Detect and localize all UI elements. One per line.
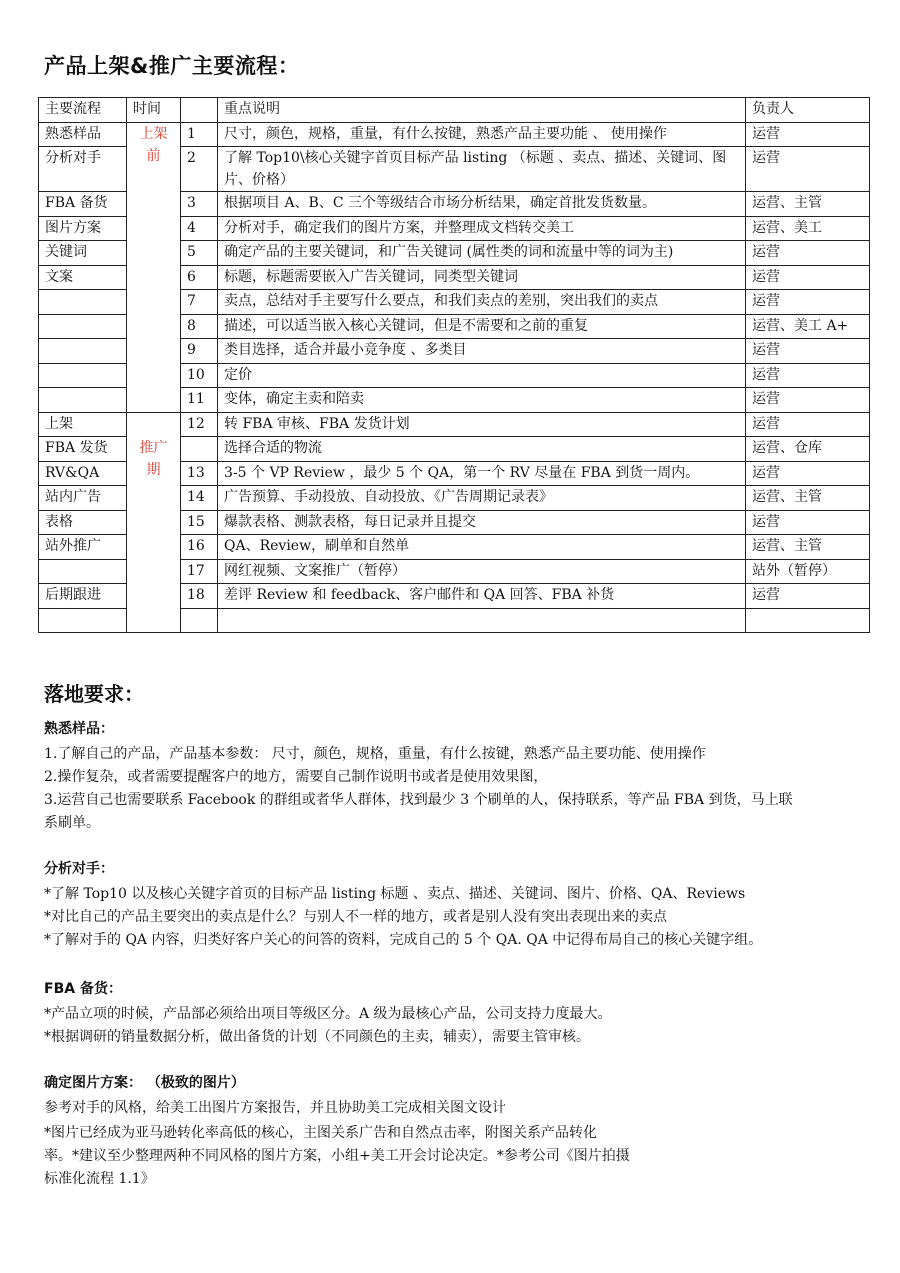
cell-owner: 站外（暂停） [746, 559, 870, 584]
phase-label-text: 上架前 [139, 125, 168, 164]
cell-owner: 运营 [746, 461, 870, 486]
section-competitors [44, 858, 864, 952]
section-title: 确定图片方案： （极致的图片） [44, 1075, 245, 1091]
section-line: 2.操作复杂，或者需要提醒客户的地方，需要自己制作说明书或者是使用效果图， [44, 769, 548, 785]
section-line: 系刷单。 [44, 815, 100, 831]
cell-owner: 运营、主管 [746, 535, 870, 560]
cell-flow [39, 290, 127, 315]
header-owner: 负责人 [746, 98, 870, 123]
cell-num: 1 [181, 122, 218, 147]
cell-num: 9 [181, 339, 218, 364]
cell-flow [39, 339, 127, 364]
cell-desc: 分析对手，确定我们的图片方案，并整理成文档转交美工 [218, 216, 746, 241]
cell-desc: 3-5 个 VP Review ，最少 5 个 QA，第一个 RV 尽量在 FBA 到货一周内。 [218, 461, 746, 486]
cell-flow: 关键词 [39, 241, 127, 266]
cell-owner: 运营 [746, 510, 870, 535]
section-line: 3.运营自己也需要联系 Facebook 的群组或者华人群体，找到最少 3 个刷单的人，保持联系，等产品 FBA 到货，马上联 [44, 792, 793, 808]
cell-flow: 站外推广 [39, 535, 127, 560]
cell-flow [39, 363, 127, 388]
cell-flow: 表格 [39, 510, 127, 535]
section-title: FBA 备货： [44, 981, 122, 997]
cell-flow: FBA 备货 [39, 192, 127, 217]
cell-flow: 分析对手 [39, 147, 127, 192]
cell-flow: RV&QA [39, 461, 127, 486]
cell-owner: 运营 [746, 147, 870, 192]
requirements-title: 落地要求： [44, 682, 144, 706]
cell-num: 17 [181, 559, 218, 584]
cell-owner: 运营 [746, 388, 870, 413]
cell-num: 5 [181, 241, 218, 266]
cell-desc: 变体，确定主卖和陪卖 [218, 388, 746, 413]
cell-owner: 运营 [746, 265, 870, 290]
phase-label-prelaunch [127, 122, 181, 412]
cell-desc: QA、Review，刷单和自然单 [218, 535, 746, 560]
section-images [44, 1072, 864, 1191]
section-line: *根据调研的销量数据分析，做出备货的计划（不同颜色的主卖，辅卖），需要主管审核。 [44, 1029, 590, 1045]
cell-time [127, 412, 181, 437]
cell-desc: 标题，标题需要嵌入广告关键词，同类型关键词 [218, 265, 746, 290]
process-table-body [39, 98, 870, 633]
section-line: *图片已经成为亚马逊转化率高低的核心，主图关系广告和自然点击率，附图关系产品转化 [44, 1125, 597, 1141]
cell-num: 18 [181, 584, 218, 609]
cell-num: 8 [181, 314, 218, 339]
table-row [39, 122, 870, 147]
section-line: *对比自己的产品主要突出的卖点是什么？与别人不一样的地方，或者是别人没有突出表现出来的卖点 [44, 909, 667, 925]
cell-owner: 运营 [746, 290, 870, 315]
section-samples [44, 718, 864, 835]
cell-desc: 差评 Review 和 feedback、客户邮件和 QA 回答、FBA 补货 [218, 584, 746, 609]
section-line: 参考对手的风格，给美工出图片方案报告，并且协助美工完成相关图文设计 [44, 1100, 506, 1116]
cell-desc: 爆款表格、测款表格，每日记录并且提交 [218, 510, 746, 535]
cell-owner: 运营 [746, 363, 870, 388]
section-line: 标准化流程 1.1》 [44, 1171, 155, 1187]
cell-desc: 网红视频、文案推广（暂停） [218, 559, 746, 584]
cell-desc: 尺寸，颜色，规格，重量，有什么按键，熟悉产品主要功能 、 使用操作 [218, 122, 746, 147]
cell-num: 16 [181, 535, 218, 560]
cell-desc: 类目选择，适合并最小竞争度 、多类目 [218, 339, 746, 364]
header-time: 时间 [127, 98, 181, 123]
cell-owner: 运营 [746, 339, 870, 364]
cell-desc: 转 FBA 审核、FBA 发货计划 [218, 412, 746, 437]
cell-owner [746, 608, 870, 633]
cell-flow: FBA 发货 [39, 437, 127, 462]
section-line: 率。*建议至少整理两种不同风格的图片方案，小组+美工开会讨论决定。*参考公司《图片拍摄 [44, 1148, 630, 1164]
cell-owner: 运营、美工 A+ [746, 314, 870, 339]
cell-flow [39, 388, 127, 413]
cell-flow: 文案 [39, 265, 127, 290]
section-line: *了解 Top10 以及核心关键字首页的目标产品 listing 标题 、卖点、描述、关键词、图片、价格、QA、Reviews [44, 886, 746, 902]
section-title: 分析对手： [44, 861, 114, 877]
cell-num: 15 [181, 510, 218, 535]
cell-num: 6 [181, 265, 218, 290]
section-fba-stock [44, 978, 864, 1049]
cell-desc: 定价 [218, 363, 746, 388]
cell-owner: 运营 [746, 241, 870, 266]
cell-flow: 图片方案 [39, 216, 127, 241]
cell-num: 13 [181, 461, 218, 486]
cell-owner: 运营 [746, 412, 870, 437]
cell-num [181, 437, 218, 462]
page-title: 产品上架&推广主要流程： [44, 54, 300, 78]
cell-owner: 运营、主管 [746, 486, 870, 511]
cell-flow: 熟悉样品 [39, 122, 127, 147]
cell-desc: 了解 Top10\核心关键字首页目标产品 listing （标题 、卖点、描述、关键词、图片、价格） [218, 147, 746, 192]
section-line: *产品立项的时候，产品部必须给出项目等级区分。A 级为最核心产品，公司支持力度最大。 [44, 1006, 612, 1022]
cell-flow [39, 559, 127, 584]
table-row [39, 437, 870, 462]
phase-label-promotion [127, 437, 181, 633]
table-header-row [39, 98, 870, 123]
cell-owner: 运营、主管 [746, 192, 870, 217]
cell-num: 3 [181, 192, 218, 217]
cell-num: 2 [181, 147, 218, 192]
cell-owner: 运营、仓库 [746, 437, 870, 462]
cell-num: 10 [181, 363, 218, 388]
header-desc: 重点说明 [218, 98, 746, 123]
header-num [181, 98, 218, 123]
section-line: 1.了解自己的产品，产品基本参数： 尺寸，颜色，规格，重量，有什么按键，熟悉产品主要功能、使用操作 [44, 746, 706, 762]
cell-desc [218, 608, 746, 633]
header-flow: 主要流程 [39, 98, 127, 123]
cell-flow: 后期跟进 [39, 584, 127, 609]
cell-num: 4 [181, 216, 218, 241]
cell-flow [39, 608, 127, 633]
phase-label-text: 推广期 [139, 439, 168, 478]
cell-owner: 运营 [746, 584, 870, 609]
section-line: *了解对手的 QA 内容，归类好客户关心的问答的资料，完成自己的 5 个 QA. QA 中记得布局自己的核心关键字组。 [44, 932, 763, 948]
process-table [38, 97, 870, 633]
cell-owner: 运营、美工 [746, 216, 870, 241]
cell-desc: 描述，可以适当嵌入核心关键词，但是不需要和之前的重复 [218, 314, 746, 339]
table-row [39, 412, 870, 437]
cell-flow [39, 314, 127, 339]
cell-num: 7 [181, 290, 218, 315]
cell-desc: 确定产品的主要关键词，和广告关键词 (属性类的词和流量中等的词为主) [218, 241, 746, 266]
cell-num [181, 608, 218, 633]
cell-num: 11 [181, 388, 218, 413]
cell-flow: 站内广告 [39, 486, 127, 511]
cell-flow: 上架 [39, 412, 127, 437]
cell-desc: 卖点，总结对手主要写什么要点，和我们卖点的差别，突出我们的卖点 [218, 290, 746, 315]
cell-desc: 根据项目 A、B、C 三个等级结合市场分析结果，确定首批发货数量。 [218, 192, 746, 217]
section-title: 熟悉样品： [44, 721, 114, 737]
cell-owner: 运营 [746, 122, 870, 147]
cell-num: 14 [181, 486, 218, 511]
cell-desc: 广告预算、手动投放、自动投放、《广告周期记录表》 [218, 486, 746, 511]
cell-desc: 选择合适的物流 [218, 437, 746, 462]
cell-num: 12 [181, 412, 218, 437]
